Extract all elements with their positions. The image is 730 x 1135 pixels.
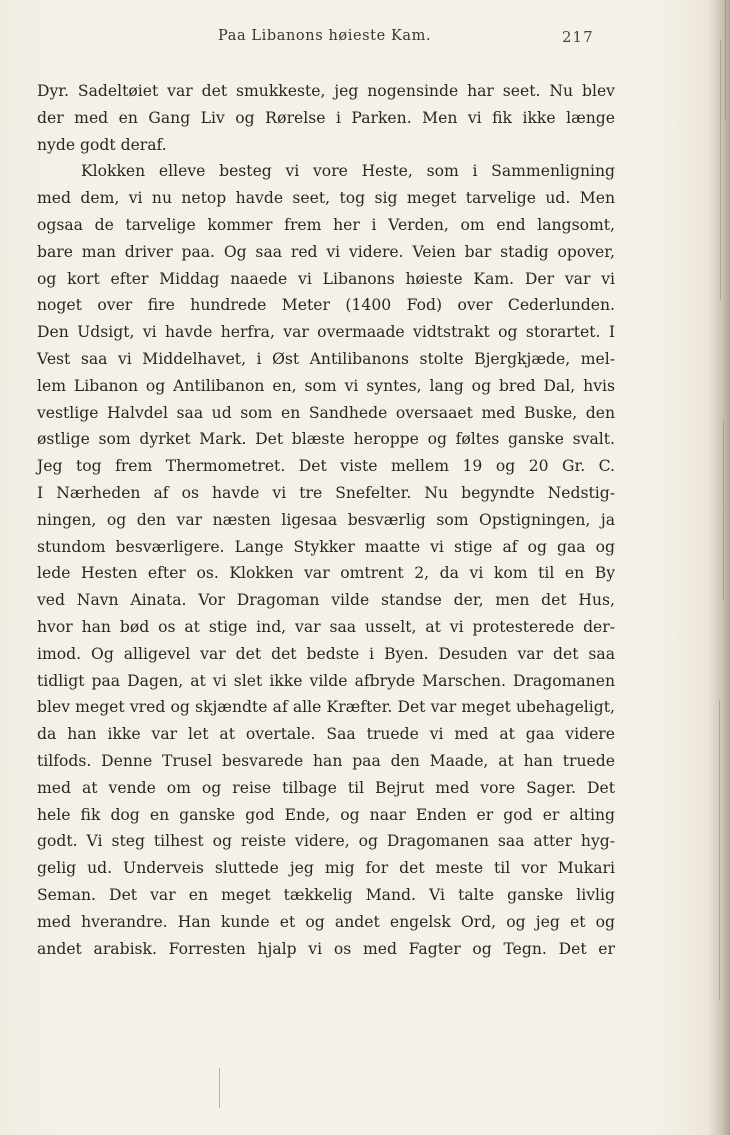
body-text	[37, 78, 615, 962]
text-line: stundom besværligere. Lange Stykker maatte vi stige af og gaa og	[37, 537, 615, 556]
text-line: gelig ud. Underveis sluttede jeg mig for det meste til vor Mukari	[37, 859, 615, 878]
text-line: Seman. Det var en meget tækkelig Mand. Vi talte ganske livlig	[37, 885, 615, 904]
text-line: Dyr. Sadeltøiet var det smukkeste, jeg nogensinde har seet. Nu blev	[37, 82, 615, 100]
text-line: med dem, vi nu netop havde seet, tog sig meget tarvelige ud. Men	[37, 189, 615, 208]
text-line: Klokken elleve besteg vi vore Heste, som i Sammenligning	[81, 162, 615, 181]
text-line: ogsaa de tarvelige kommer frem her i Verden, om end langsomt,	[37, 215, 615, 234]
text-line: noget over fire hundrede Meter (1400 Fod) over Cederlunden.	[37, 296, 615, 315]
text-line: vestlige Halvdel saa ud som en Sandhede oversaaet med Buske, den	[37, 403, 615, 422]
text-line: nyde godt deraf.	[37, 135, 167, 154]
text-line: lem Libanon og Antilibanon en, som vi syntes, lang og bred Dal, hvis	[37, 376, 615, 395]
text-line: andet arabisk. Forresten hjalp vi os med Fagter og Tegn. Det er	[37, 939, 615, 958]
text-line: lede Hesten efter os. Klokken var omtrent 2, da vi kom til en By	[37, 564, 615, 583]
text-line: bare man driver paa. Og saa red vi videre. Veien bar stadig opover,	[37, 242, 615, 261]
text-line: imod. Og alligevel var det det bedste i Byen. Desuden var det saa	[37, 644, 615, 663]
page-binding-rule	[219, 1068, 220, 1108]
running-title: Paa Libanons høieste Kam.	[218, 28, 432, 44]
text-line: tilfods. Denne Trusel besvarede han paa den Maade, at han truede	[37, 751, 615, 770]
text-line: da han ikke var let at overtale. Saa truede vi med at gaa videre	[37, 725, 615, 744]
text-line: med hverandre. Han kunde et og andet engelsk Ord, og jeg et og	[37, 912, 615, 931]
text-line: der med en Gang Liv og Rørelse i Parken. Men vi fik ikke længe	[37, 108, 615, 127]
text-line: og kort efter Middag naaede vi Libanons høieste Kam. Der var vi	[37, 269, 615, 288]
text-line: Den Udsigt, vi havde herfra, var overmaade vidtstrakt og storartet. I	[37, 323, 615, 342]
page-edge-marks	[716, 0, 726, 1135]
text-line: hele fik dog en ganske god Ende, og naar Enden er god er alting	[37, 805, 615, 824]
text-line: godt. Vi steg tilhest og reiste videre, og Dragomanen saa atter hyg-	[37, 832, 615, 851]
text-line: ved Navn Ainata. Vor Dragoman vilde standse der, men det Hus,	[37, 591, 615, 610]
text-line: hvor han bød os at stige ind, var saa usselt, at vi protesterede der-	[37, 617, 615, 636]
page-header	[0, 28, 730, 52]
text-line: med at vende om og reise tilbage til Bejrut med vore Sager. Det	[37, 778, 615, 797]
text-line: blev meget vred og skjændte af alle Kræfter. Det var meget ubehageligt,	[37, 698, 615, 717]
text-line: I Nærheden af os havde vi tre Snefelter. Nu begyndte Nedstig-	[37, 483, 615, 502]
text-line: Vest saa vi Middelhavet, i Øst Antilibanons stolte Bjergkjæde, mel-	[37, 349, 615, 368]
page-number: 217	[562, 28, 594, 46]
text-line: Jeg tog frem Thermometret. Det viste mellem 19 og 20 Gr. C.	[37, 457, 615, 476]
text-line: østlige som dyrket Mark. Det blæste heroppe og føltes ganske svalt.	[37, 430, 615, 449]
text-line: tidligt paa Dagen, at vi slet ikke vilde afbryde Marschen. Dragomanen	[37, 671, 615, 690]
text-line: ningen, og den var næsten ligesaa besværlig som Opstigningen, ja	[37, 510, 615, 529]
